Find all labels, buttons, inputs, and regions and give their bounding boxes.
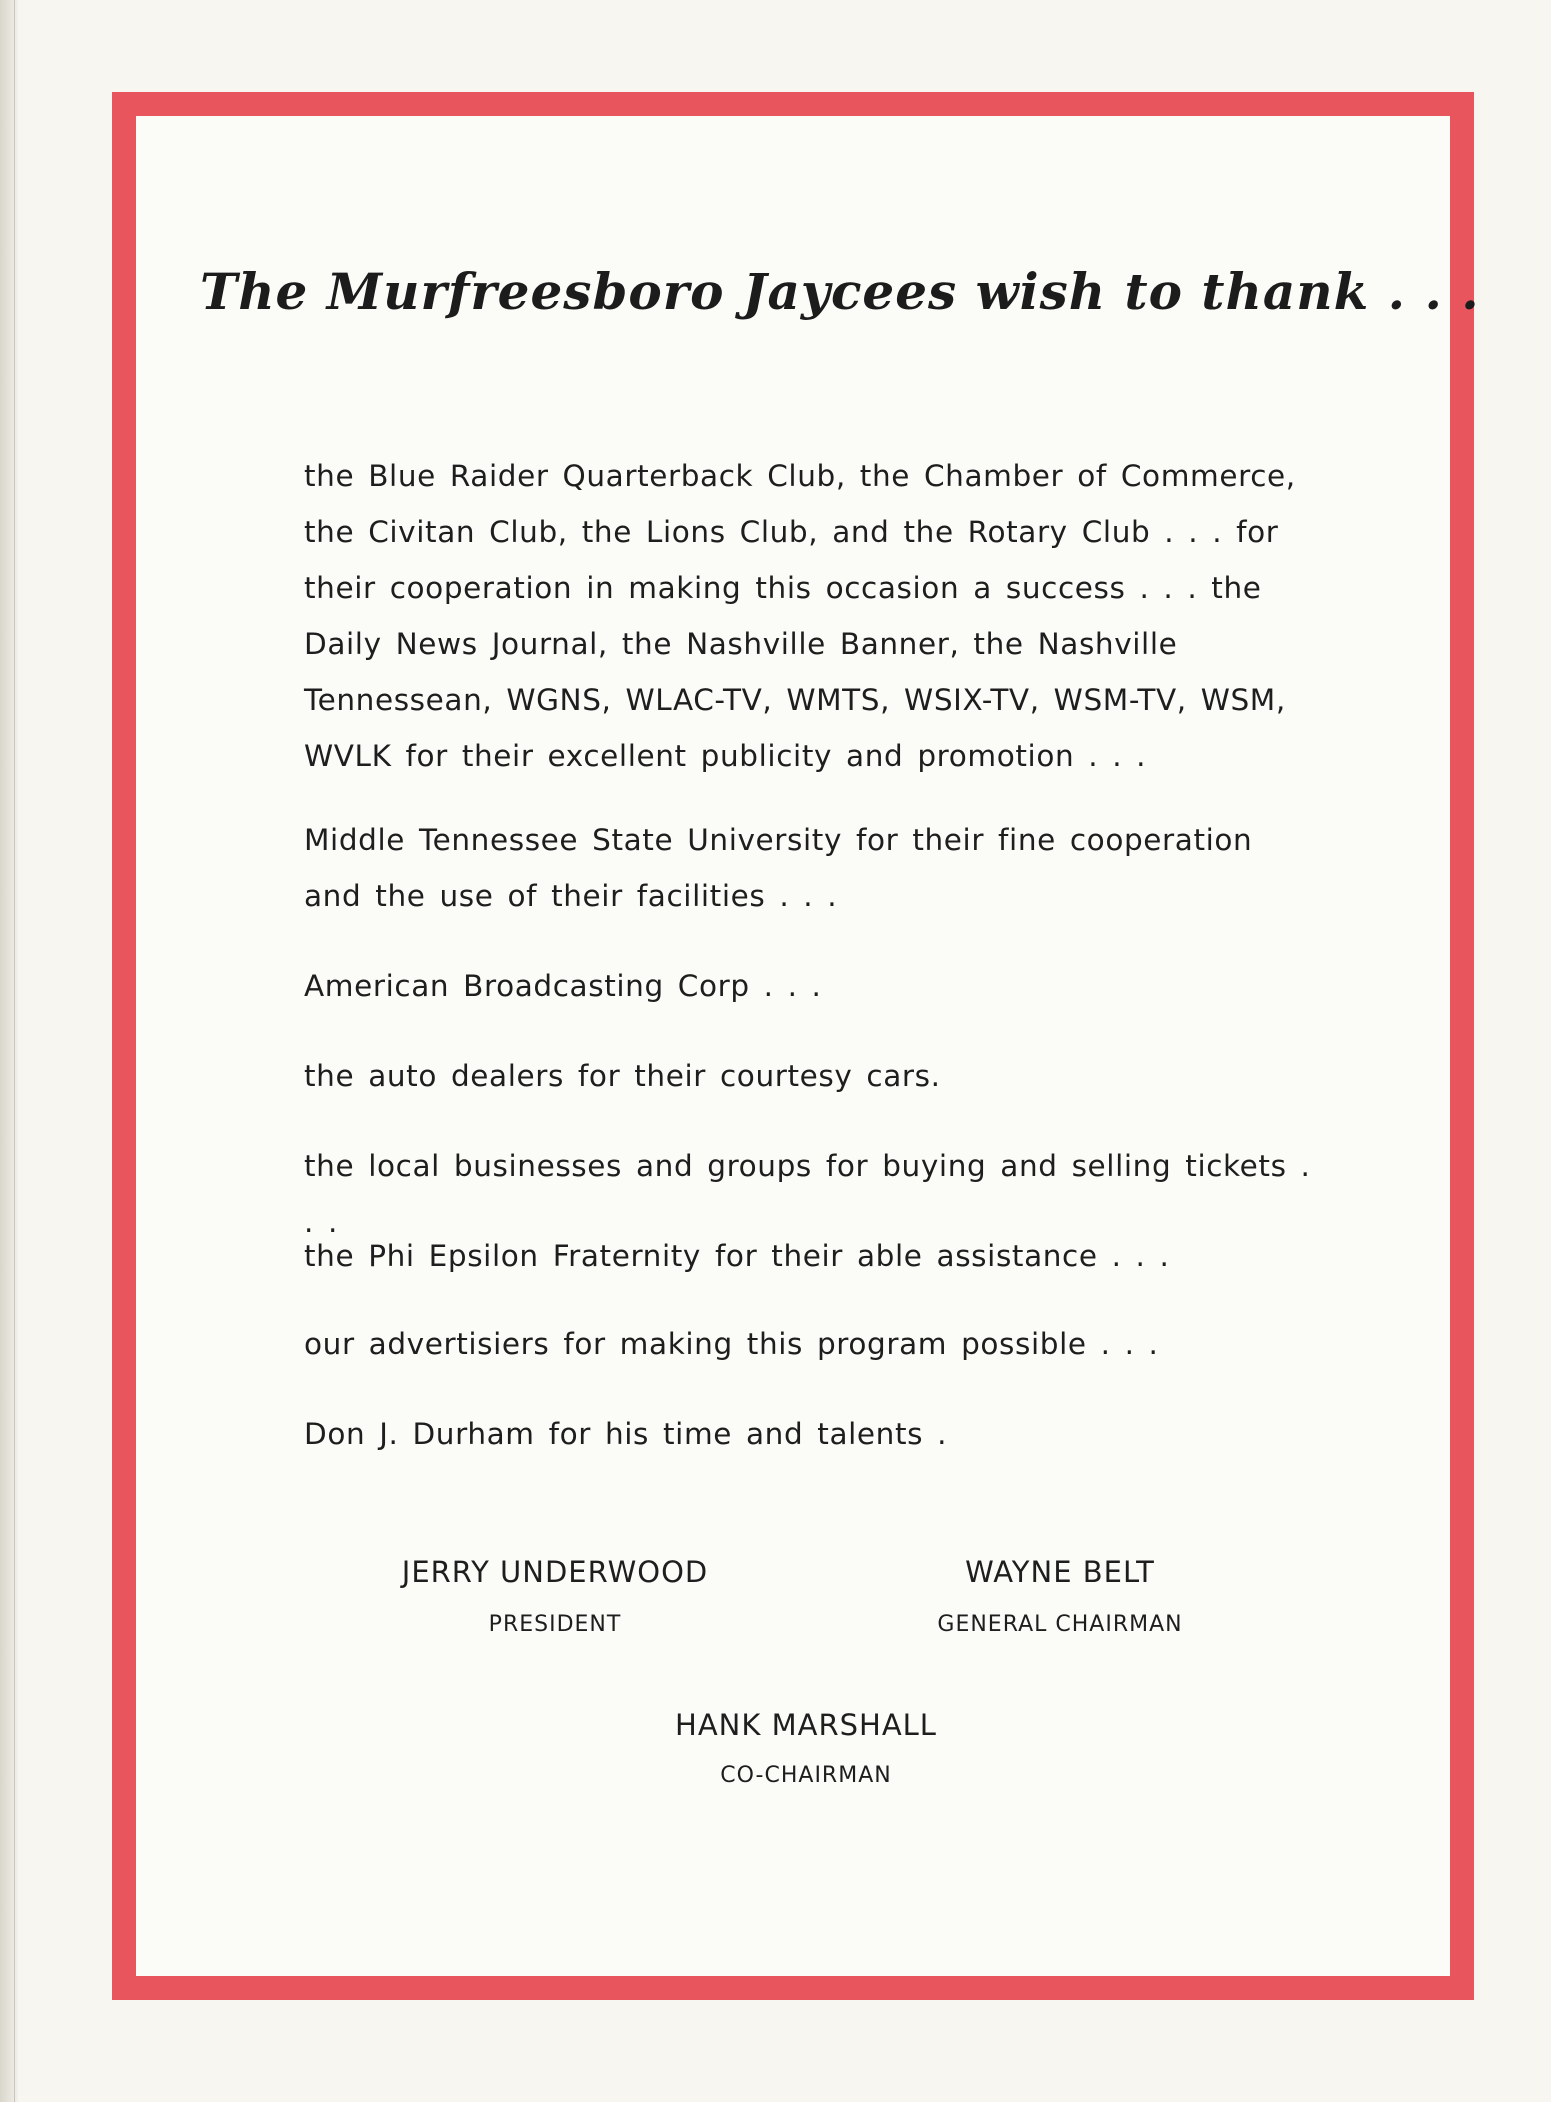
thanks-paragraph-auto-dealers: the auto dealers for their courtesy cars.	[304, 1059, 941, 1093]
thanks-paragraph-advertisers: our advertisiers for making this program possible . . .	[304, 1327, 1159, 1361]
thanks-paragraph-university: Middle Tennessee State University for their fine cooperation and the use of their facilities . . .	[304, 823, 1253, 913]
signatory-name-president: JERRY UNDERWOOD	[401, 1555, 709, 1589]
thanks-paragraph-durham: Don J. Durham for his time and talents .	[304, 1417, 948, 1451]
thanks-paragraph-local-businesses: the local businesses and groups for buying and selling tickets . . .	[304, 1149, 1311, 1239]
page-crease-line	[14, 0, 15, 2102]
page-edge-shadow	[0, 0, 18, 2102]
thanks-paragraph-clubs-media: the Blue Raider Quarterback Club, the Chamber of Commerce, the Civitan Club, the Lions Club, and the Rotary Club . . . for their cooperation in making this occasion a success . . . the Daily News Journal, the Nashville Banner, the Nashville Tennessean, WGNS, WLAC-TV, WMTS, WSIX-TV, WSM-TV, WSM, WVLK for their excellent publicity and promotion . . .	[304, 459, 1296, 773]
signatory-title-president: PRESIDENT	[488, 1612, 622, 1637]
thanks-paragraph-fraternity: the Phi Epsilon Fraternity for their able assistance . . .	[304, 1239, 1170, 1273]
signatory-name-co-chairman: HANK MARSHALL	[675, 1708, 937, 1742]
signatory-name-general-chairman: WAYNE BELT	[965, 1555, 1155, 1589]
signatory-title-general-chairman: GENERAL CHAIRMAN	[937, 1612, 1183, 1637]
thanks-paragraph-abc: American Broadcasting Corp . . .	[304, 969, 822, 1003]
signatory-title-co-chairman: CO-CHAIRMAN	[720, 1763, 892, 1788]
page-heading: The Murfreesboro Jaycees wish to thank . . .	[200, 262, 1480, 321]
